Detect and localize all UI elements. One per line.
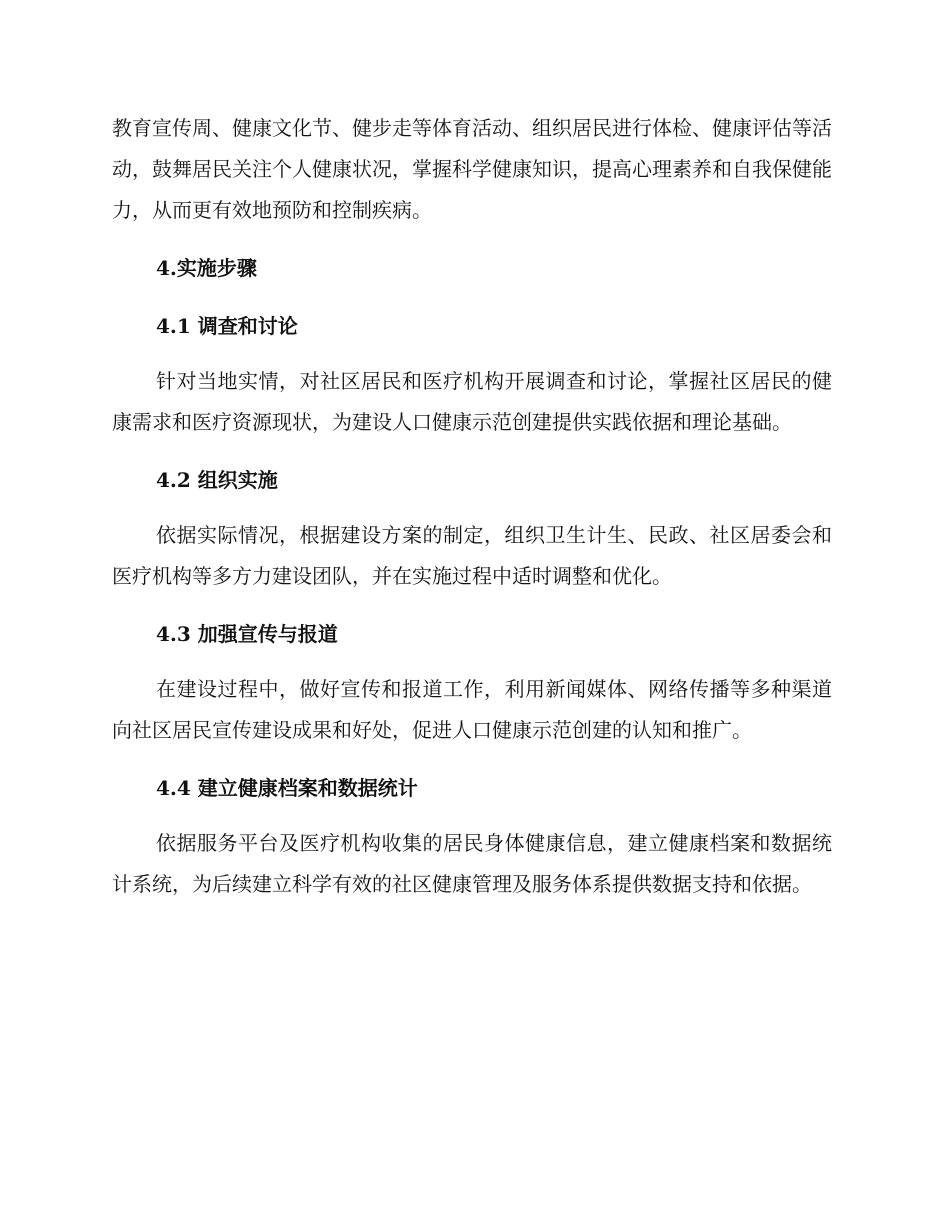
section-heading-4: 4.实施步骤: [156, 256, 257, 280]
subsection-heading-4-1: 4.1 调查和讨论: [156, 314, 298, 338]
subsection-body-4-2: 依据实际情况，根据建设方案的制定，组织卫生计生、民政、社区居委会和医疗机构等多方力建设团队，并在实施过程中适时调整和优化。: [112, 523, 832, 588]
spacer: [112, 289, 832, 306]
subsection-body-4-1: 针对当地实情，对社区居民和医疗机构开展调查和讨论，掌握社区居民的健康需求和医疗资源现状，为建设人口健康示范创建提供实践依据和理论基础。: [112, 369, 832, 434]
subsection-heading-4-2: 4.2 组织实施: [156, 468, 278, 492]
spacer: [112, 809, 832, 823]
spacer: [112, 347, 832, 361]
subsection-heading-4-4: 4.4 建立健康档案和数据统计: [156, 776, 418, 800]
spacer: [112, 443, 832, 460]
document-page: [112, 108, 832, 905]
subsection-body-4-4: 依据服务平台及医疗机构收集的居民身体健康信息，建立健康档案和数据统计系统，为后续建立科学有效的社区健康管理及服务体系提供数据支持和依据。: [112, 831, 832, 896]
intro-paragraph: 教育宣传周、健康文化节、健步走等体育活动、组织居民进行体检、健康评估等活动，鼓舞居民关注个人健康状况，掌握科学健康知识，提高心理素养和自我保健能力，从而更有效地预防和控制疾病。: [112, 116, 832, 222]
spacer: [112, 501, 832, 515]
spacer: [112, 231, 832, 248]
spacer: [112, 655, 832, 669]
subsection-body-4-3: 在建设过程中，做好宣传和报道工作，利用新闻媒体、网络传播等多种渠道向社区居民宣传建设成果和好处，促进人口健康示范创建的认知和推广。: [112, 677, 832, 742]
subsection-heading-4-3: 4.3 加强宣传与报道: [156, 622, 338, 646]
spacer: [112, 597, 832, 614]
spacer: [112, 751, 832, 768]
